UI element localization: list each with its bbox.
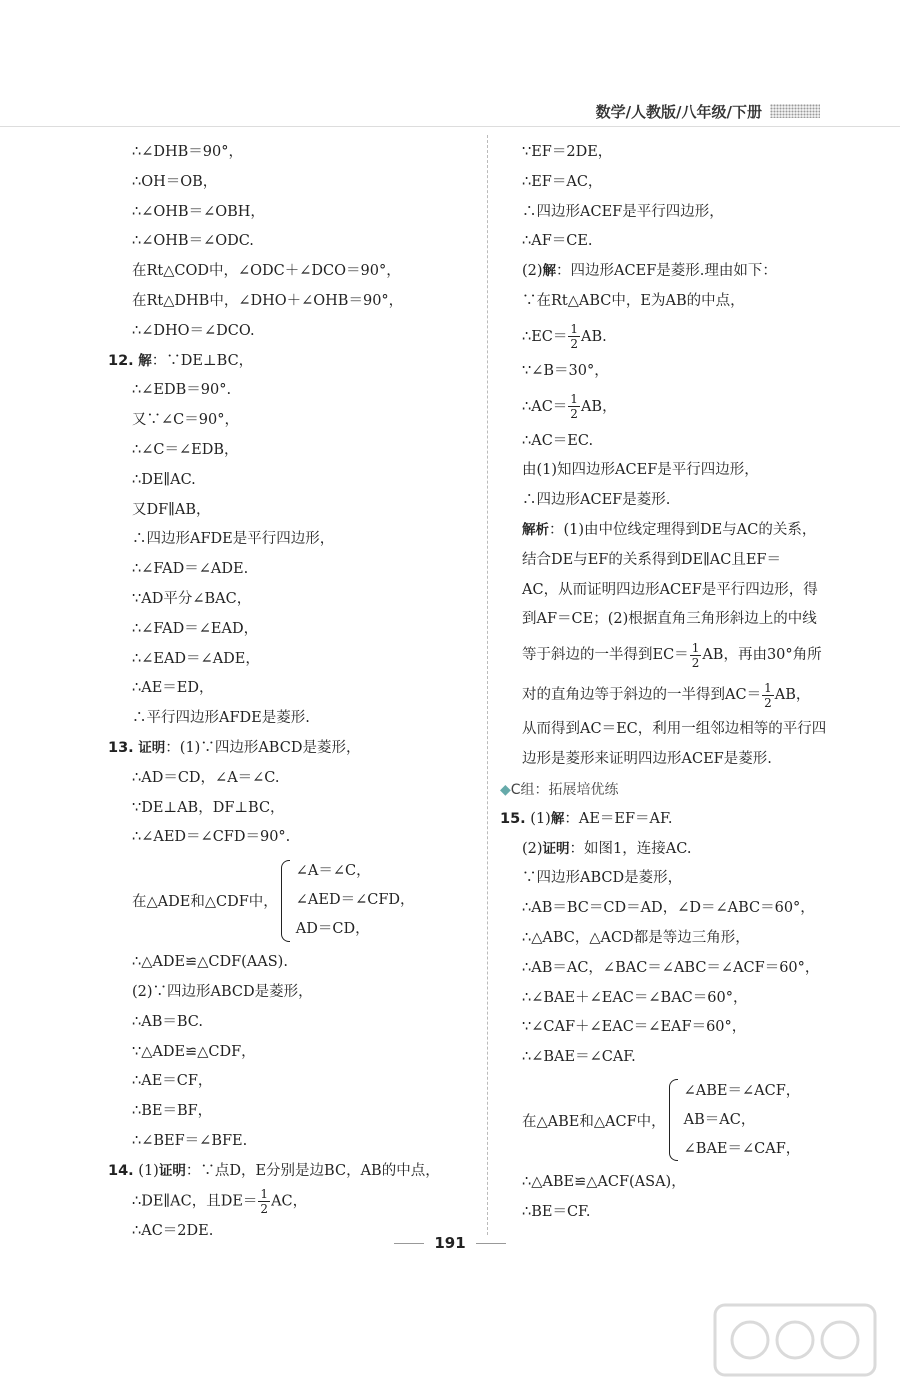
fraction-denominator: 2: [570, 337, 579, 352]
problem-number: 12.: [108, 352, 134, 369]
part-label: (1): [138, 1162, 159, 1179]
system-condition: ∠A＝∠C，: [295, 863, 371, 880]
text-line: ∴∠BEF＝∠BFE.: [132, 1132, 248, 1149]
left-column: [108, 138, 480, 1247]
equation-system-2: [500, 1077, 855, 1164]
fraction-numerator: 1: [260, 1186, 269, 1201]
fraction-numerator: 1: [570, 322, 579, 337]
text-line: ∴∠EDB＝90°.: [132, 382, 232, 399]
problem-13-heading: [108, 734, 480, 764]
text-line: 又∵∠C＝90°，: [132, 412, 239, 429]
problem-text: ：∵点D，E分别是边BC，AB的中点，: [185, 1162, 440, 1179]
text-segment: ∴AC＝: [522, 398, 568, 415]
column-divider: [487, 135, 488, 1235]
text-segment: ：(1)由中位线定理得到DE与AC的关系，: [549, 521, 817, 538]
text-line: ∴AB＝BC＝CD＝AD，∠D＝∠ABC＝60°，: [522, 900, 815, 917]
text-line: ∴∠OHB＝∠ODC.: [132, 233, 254, 250]
fraction-denominator: 2: [691, 655, 700, 670]
fraction-denominator: 2: [570, 407, 578, 422]
text-line: ∴四边形AFDE是平行四边形，: [132, 531, 335, 548]
text-line: 又DF∥AB，: [132, 501, 211, 518]
text-segment: ：四边形ACEF是菱形.理由如下：: [556, 263, 777, 280]
text-line: ∴四边形ACEF是平行四边形，: [522, 203, 724, 220]
analysis-line: 结合DE与EF的关系得到DE∥AC且EF＝: [522, 551, 781, 568]
fraction-one-half: [258, 1187, 270, 1216]
problem-number: 15.: [500, 810, 526, 827]
system-condition: AD＝CD，: [295, 921, 370, 938]
text-line: ∵AD平分∠BAC，: [132, 590, 252, 607]
analysis-line-with-fraction: [500, 675, 855, 715]
problem-12-heading: [108, 347, 480, 377]
problem-13-lines-a: [108, 764, 480, 853]
fraction-numerator: 1: [764, 680, 772, 695]
text-line: ∴BE＝CF.: [522, 1203, 591, 1220]
text-line: ∴∠BAE＋∠EAC＝∠BAC＝60°，: [522, 989, 748, 1006]
fraction-numerator: 1: [691, 640, 700, 655]
text-line: 在Rt△COD中，∠ODC＋∠DCO＝90°，: [132, 263, 401, 280]
text-line: ∵∠CAF＋∠EAC＝∠EAF＝60°，: [522, 1019, 747, 1036]
text-line: ∴△ADE≌△CDF(AAS).: [132, 954, 288, 971]
text-line: ∴DE∥AC.: [132, 471, 196, 488]
text-line: (2)∵四边形ABCD是菱形，: [132, 983, 313, 1000]
text-line: ∴∠EAD＝∠ADE，: [132, 650, 260, 667]
text-segment: ∴EC＝: [522, 328, 568, 345]
fraction-one-half: [762, 681, 774, 710]
text-line: ∴∠C＝∠EDB，: [132, 441, 239, 458]
right-column: [500, 138, 855, 1228]
left-brace: [281, 860, 290, 942]
system-conditions: [684, 1077, 801, 1164]
fraction-one-half: [568, 322, 580, 351]
solution-keyword: 解: [550, 810, 565, 827]
problem-number: 13.: [108, 739, 134, 756]
analysis-line: 从而得到AC＝EC，利用一组邻边相等的平行四: [522, 721, 827, 738]
text-segment: AB，: [774, 687, 811, 704]
text-line: ∴AD＝CD，∠A＝∠C.: [132, 769, 280, 786]
system-prefix: 在△ADE和△CDF中，: [132, 894, 278, 911]
problem-14-heading: [108, 1157, 480, 1187]
page-number-text: 191: [434, 1234, 466, 1252]
problem-13-lines-b: [108, 948, 480, 1157]
page-number-dash: [476, 1243, 506, 1244]
text-line-with-fraction: [108, 1187, 480, 1217]
page-number-dash: [394, 1243, 424, 1244]
section-c-heading: [500, 775, 855, 805]
text-line: ∴∠BAE＝∠CAF.: [522, 1049, 636, 1066]
text-segment: ：如图1，连接AC.: [569, 840, 692, 857]
diamond-bullet-icon: ◆: [500, 781, 511, 798]
page-number: [0, 1234, 900, 1252]
equation-system-1: [108, 857, 480, 944]
watermark-logo-icon: [710, 1300, 880, 1380]
problem-text: ：∵DE⊥BC，: [151, 352, 254, 369]
text-line: ∵∠B＝30°，: [522, 362, 609, 379]
text-line: ∴∠AED＝∠CFD＝90°.: [132, 829, 291, 846]
text-line: ∴EF＝AC，: [522, 173, 603, 190]
text-line: ∴△ABE≌△ACF(ASA)，: [522, 1173, 686, 1190]
text-line: ∴∠OHB＝∠OBH，: [132, 203, 265, 220]
text-line: ∴AE＝CF，: [132, 1073, 213, 1090]
system-condition: ∠BAE＝∠CAF，: [683, 1140, 801, 1157]
text-line: ∴AB＝AC，∠BAC＝∠ABC＝∠ACF＝60°，: [522, 959, 820, 976]
system-prefix: 在△ABE和△ACF中，: [522, 1113, 666, 1130]
fraction-one-half: [690, 641, 702, 670]
text-line: [500, 835, 855, 865]
text-line: ∴OH＝OB，: [132, 173, 218, 190]
text-segment: 等于斜边的一半得到EC＝: [522, 647, 689, 664]
analysis-keyword: 解析: [522, 521, 549, 538]
problem-15-lines-a: [500, 864, 855, 1073]
text-line: ∴AF＝CE.: [522, 233, 593, 250]
text-line: 在Rt△DHB中，∠DHO＋∠OHB＝90°，: [132, 292, 404, 309]
text-line-with-fraction: [500, 317, 855, 357]
header-dot-pattern: [770, 104, 820, 118]
text-line: ∴∠DHO＝∠DCO.: [132, 322, 255, 339]
page-header: [596, 98, 820, 124]
proof-keyword: 证明: [158, 1162, 186, 1179]
left-brace: [669, 1079, 678, 1161]
problem-text: ：AE＝EF＝AF.: [564, 810, 673, 827]
text-line: 由(1)知四边形ACEF是平行四边形，: [522, 462, 759, 479]
text-line: ∴△ABC，△ACD都是等边三角形，: [522, 929, 750, 946]
system-condition: ∠AED＝∠CFD，: [295, 892, 415, 909]
fraction-denominator: 2: [764, 695, 772, 710]
text-line: ∵四边形ABCD是菱形，: [522, 870, 683, 887]
part-label: (2): [522, 840, 543, 857]
system-conditions: [296, 857, 415, 944]
text-line: ∴AC＝EC.: [522, 432, 594, 449]
analysis-line: [500, 516, 855, 546]
text-segment: AB，再由30°角所: [702, 647, 822, 664]
analysis-line: AC，从而证明四边形ACEF是平行四边形，得: [522, 581, 818, 598]
fraction-numerator: 1: [570, 392, 578, 407]
system-condition: ∠ABE＝∠ACF，: [683, 1082, 801, 1099]
solution-keyword: 解: [542, 263, 557, 280]
problem-number: 14.: [108, 1162, 134, 1179]
text-segment: AC，: [271, 1193, 308, 1209]
analysis-line: 边形是菱形来证明四边形ACEF是菱形.: [522, 750, 772, 767]
system-condition: AB＝AC，: [683, 1111, 756, 1128]
fraction-denominator: 2: [260, 1201, 269, 1216]
text-line: ∴∠FAD＝∠EAD，: [132, 620, 259, 637]
text-line: [500, 257, 855, 287]
part-label: (2): [522, 263, 543, 280]
text-segment: 对的直角边等于斜边的一半得到AC＝: [522, 687, 762, 704]
text-line: ∴AB＝BC.: [132, 1013, 203, 1030]
text-line: ∴AC＝2DE.: [132, 1222, 214, 1239]
text-line: ∵DE⊥AB，DF⊥BC，: [132, 799, 285, 816]
section-title: C组：拓展培优练: [510, 781, 619, 798]
proof-keyword: 证明: [138, 739, 166, 756]
text-segment: ∴DE∥AC，且DE＝: [132, 1193, 258, 1209]
analysis-line: 到AF＝CE；(2)根据直角三角形斜边上的中线: [522, 611, 817, 628]
text-line: ∴平行四边形AFDE是菱形.: [132, 710, 310, 727]
text-line: ∵EF＝2DE，: [522, 144, 613, 160]
text-line: ∴∠DHB＝90°，: [132, 144, 244, 160]
text-line: ∴四边形ACEF是菱形.: [522, 492, 671, 509]
problem-text: ：(1)∵四边形ABCD是菱形，: [165, 739, 361, 756]
text-line: ∵△ADE≌△CDF，: [132, 1043, 256, 1060]
text-line: ∴∠FAD＝∠ADE.: [132, 561, 249, 578]
text-line: ∴BE＝BF，: [132, 1103, 213, 1120]
problem-15-heading: [500, 805, 855, 835]
part-label: (1): [530, 810, 551, 827]
header-rule: [0, 126, 900, 127]
text-segment: AB.: [581, 328, 607, 345]
text-line: ∵在Rt△ABC中，E为AB的中点，: [522, 292, 745, 309]
header-title: 数学/人教版/八年级/下册: [595, 102, 762, 121]
analysis-line-with-fraction: [500, 635, 855, 675]
problem-12-lines: [108, 376, 480, 734]
fraction-one-half: [568, 392, 580, 421]
problem-15-lines-b: [500, 1168, 855, 1228]
solution-keyword: 解: [138, 352, 152, 369]
proof-keyword: 证明: [542, 840, 570, 857]
text-segment: AB，: [580, 398, 617, 415]
text-line-with-fraction: [500, 387, 855, 427]
text-line: ∴AE＝ED，: [132, 680, 214, 697]
